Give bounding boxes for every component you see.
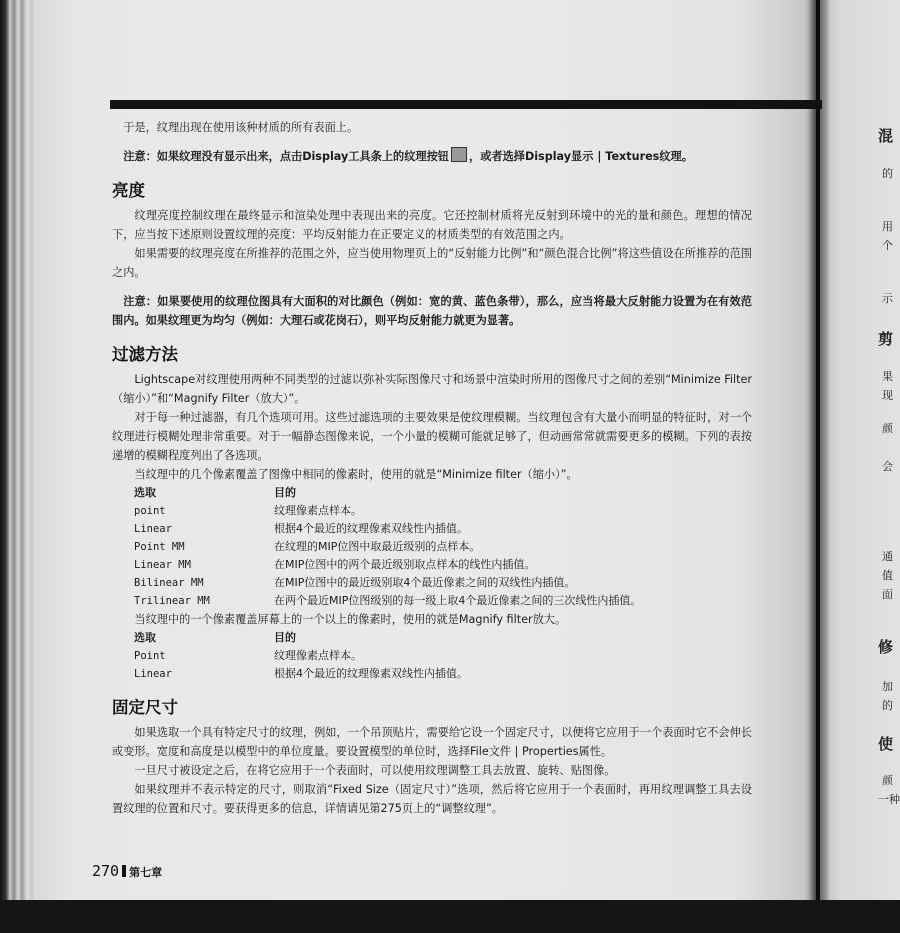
heading-filter: 过滤方法 [112,345,178,364]
table-cell-purpose: 根据4个最近的纹理像素双线性内插值。 [274,667,468,680]
right-fragment: 的 [882,699,893,712]
table-cell-option: Linear MM [134,559,191,571]
table-row [134,574,641,592]
right-fragment: 一种 [878,793,900,806]
right-fragment: 值 [882,569,893,582]
table-cell-option: Linear [134,523,172,535]
table-cell-purpose: 在纹理的MIP位图中取最近级别的点样本。 [274,540,481,553]
note-text-before: 注意：如果纹理没有显示出来，点击Display工具条上的纹理按钮 [123,150,449,163]
right-fragment: 面 [882,588,893,601]
intro-paragraph: 于是，纹理出现在使用该种材质的所有表面上。 [123,121,359,134]
table-row [134,502,641,520]
right-fragment: 示 [882,292,893,305]
page-number: 270 [92,862,120,880]
right-fragment: 现 [882,389,893,402]
header-rule [110,100,822,109]
table-cell-option: Linear [134,668,172,680]
table-header-row [134,629,468,647]
table-header-row [134,484,641,502]
filter-paragraph-4: 当纹理中的一个像素覆盖屏幕上的一个以上的像素时，使用的就是Magnify filter放大。 [134,613,567,626]
right-fragment: 用 [882,220,893,233]
table-cell-option: Point [134,650,166,662]
table-header-purpose: 目的 [274,631,296,644]
brightness-paragraph-1: 纹理亮度控制纹理在最终显示和渲染处理中表现出来的亮度。它还控制材质将光反射到环境中的光的量和颜色。理想的情况下，应当按下述原则设置纹理的亮度：平均反射能力在正要定义的材质类型的有效范围之内。 [112,209,752,241]
right-fragment: 个 [882,239,893,252]
table-row [134,592,641,610]
right-fragment: 通 [882,550,893,563]
note-text-after: ，或者选择Display显示 | Textures纹理。 [469,150,693,163]
table-row [134,556,641,574]
table-cell-purpose: 纹理像素点样本。 [274,504,362,517]
right-fragment: 混 [878,127,894,145]
table-cell-purpose: 在两个最近MIP位图级别的每一级上取4个最近像素之间的三次线性内插值。 [274,594,642,607]
note-textures [112,147,752,166]
filter-paragraph-3: 当纹理中的几个像素覆盖了图像中相同的像素时，使用的就是“Minimize filter（缩小）”。 [134,468,578,481]
scan-background [0,900,900,933]
heading-fixed-size: 固定尺寸 [112,698,178,717]
book-gutter [808,0,830,900]
note-brightness: 注意：如果要使用的纹理位图具有大面积的对比颜色（例如：宽的黄、蓝色条带），那么，应当将最大反射能力设置为在有效范围内。如果纹理更为均匀（例如：大理石或花岗石），则平均反射能力就更为显著。 [112,295,752,327]
footer-divider [122,865,126,877]
filter-paragraph-1: Lightscape对纹理使用两种不同类型的过滤以弥补实际图像尺寸和场景中渲染时所用的图像尺寸之间的差别“Minimize Filter（缩小）”和“Magnify Filter（放大）”。 [112,373,752,405]
table-cell-option: Bilinear MM [134,577,204,589]
page-footer [92,862,162,880]
chapter-label: 第七章 [129,866,163,879]
table-row [134,520,641,538]
table-cell-purpose: 纹理像素点样本。 [274,649,362,662]
right-fragment: 修 [878,638,894,656]
table-cell-purpose: 在MIP位图中的两个最近级别取点样本的线性内插值。 [274,558,536,571]
table-cell-option: point [134,505,166,517]
brightness-paragraph-2: 如果需要的纹理亮度在所推荐的范围之外，应当使用物理页上的“反射能力比例”和“颜色混合比例”将这些值设在所推荐的范围之内。 [112,247,752,279]
right-fragment: 颜 [882,774,893,787]
heading-brightness: 亮度 [112,181,145,200]
table-header-option: 选取 [134,631,156,644]
right-fragment: 颜 [882,422,893,435]
filter-paragraph-2: 对于每一种过滤器，有几个选项可用。这些过滤选项的主要效果是使纹理模糊。当纹理包含有大量小而明显的特征时，对一个纹理进行模糊处理非常重要。对于一幅静态图像来说，一个小量的模糊可能就足够了，但动画常常就需要更多的模糊。下列的表按递增的模糊程度列出了各选项。 [112,411,752,462]
page-content [112,118,752,818]
table-row [134,665,468,683]
right-fragment: 剪 [878,330,894,348]
table-header-option: 选取 [134,486,156,499]
texture-button-icon [451,147,467,162]
table-cell-purpose: 在MIP位图中的最近级别取4个最近像素之间的双线性内插值。 [274,576,576,589]
right-fragment: 的 [882,167,893,180]
fixed-paragraph-1: 如果选取一个具有特定尺寸的纹理，例如，一个吊顶贴片，需要给它设一个固定尺寸，以便将它应用于一个表面时它不会伸长或变形。宽度和高度是以模型中的单位度量。要设置模型的单位时，选择File文件 | Properties属性。 [112,726,752,758]
table-row [134,538,641,556]
minimize-filter-table [134,484,641,610]
right-fragment: 果 [882,370,893,383]
right-fragment: 使 [878,735,894,753]
page-stack-edge [0,0,36,933]
table-cell-option: Trilinear MM [134,595,210,607]
table-cell-purpose: 根据4个最近的纹理像素双线性内插值。 [274,522,468,535]
right-fragment: 会 [882,460,893,473]
table-row [134,647,468,665]
fixed-paragraph-3: 如果纹理并不表示特定的尺寸，则取消“Fixed Size（固定尺寸）”选项，然后将它应用于一个表面时，再用纹理调整工具去设置纹理的位置和尺寸。要获得更多的信息，详情请见第275页上的“调整纹理”。 [112,783,752,815]
right-fragment: 加 [882,680,893,693]
magnify-filter-table [134,629,468,683]
table-cell-option: Point MM [134,541,185,553]
table-header-purpose: 目的 [274,486,296,499]
fixed-paragraph-2: 一旦尺寸被设定之后，在将它应用于一个表面时，可以使用纹理调整工具去放置、旋转、贴图像。 [134,764,616,777]
